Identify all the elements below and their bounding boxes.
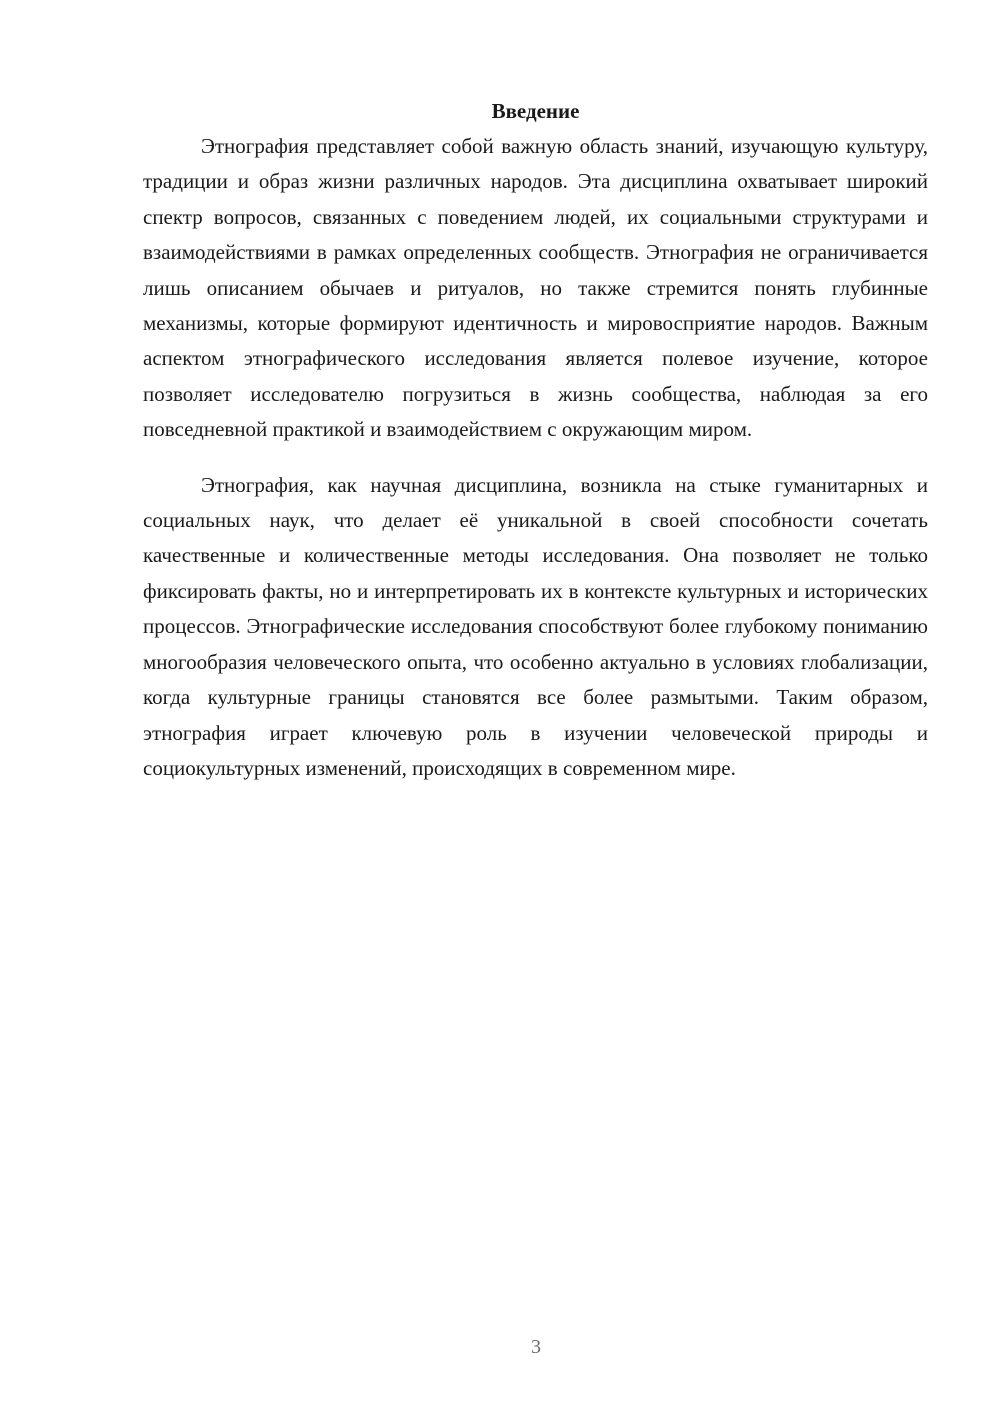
page-number: 3 [531, 1336, 541, 1358]
paragraph-2: Этнография, как научная дисциплина, возникла на стыке гуманитарных и социальных наук, что делает её уникальной в своей способности сочетать качественные и количественные методы исследования. Она позволяет не только фиксировать факты, но и интерпретировать их в контексте культурных и исторических процессов. Этнографические исследования способствуют более глубокому пониманию многообразия человеческого опыта, что особенно актуально в условиях глобализации, когда культурные границы становятся все более размытыми. Таким образом, этнография играет ключевую роль в изучении человеческой природы и социокультурных изменений, происходящих в современном мире. [143, 472, 928, 780]
section-heading: Введение [491, 99, 580, 123]
paragraph-1: Этнография представляет собой важную область знаний, изучающую культуру, традиции и образ жизни различных народов. Эта дисциплина охватывает широкий спектр вопросов, связанных с поведением людей, их социальными структурами и взаимодействиями в рамках определенных сообществ. Этнография не ограничивается лишь описанием обычаев и ритуалов, но также стремится понять глубинные механизмы, которые формируют идентичность и мировосприятие народов. Важным аспектом этнографического исследования является полевое изучение, которое позволяет исследователю погрузиться в жизнь сообщества, наблюдая за его повседневной практикой и взаимодействием с окружающим миром. [143, 134, 928, 442]
page-content [143, 96, 928, 786]
